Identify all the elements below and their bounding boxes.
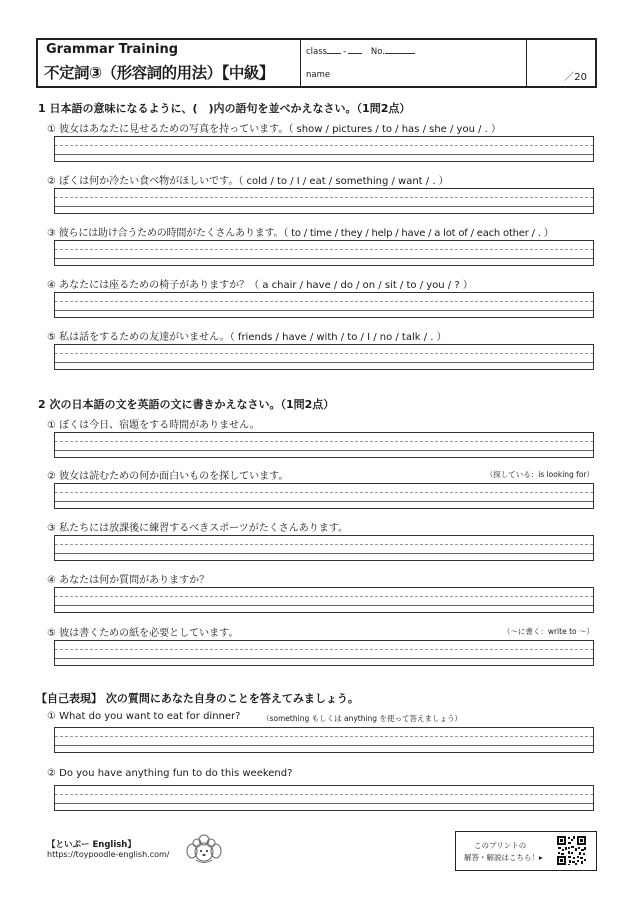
s2-q2-answer-box[interactable]	[54, 483, 594, 509]
s1-q3-text: ③ 彼らには助け合うための時間がたくさんあります。（ to / time / they / help / have / a lot of / each other / . ）	[47, 228, 554, 239]
score-cell	[526, 40, 595, 86]
s1-q1-answer-box[interactable]	[54, 136, 594, 162]
s3-q2-answer-box[interactable]	[54, 785, 594, 811]
s3-q1-text: ① What do you want to eat for dinner?	[47, 711, 241, 722]
class-separator: -	[343, 47, 347, 57]
s1-q5-answer-box[interactable]	[54, 344, 594, 370]
answer-link-line1: このプリントの	[474, 841, 527, 850]
section1-title: 1 日本語の意味になるように、( )内の語句を並べかえなさい。（1問2点）	[38, 102, 411, 115]
s2-q5-text: ⑤ 彼は書くための紙を必要としています。	[47, 628, 239, 639]
number-label: No.	[370, 47, 386, 57]
class-field[interactable]	[306, 47, 415, 57]
s1-q5-text: ⑤ 私は話をするための友達がいません。（ friends / have / with / to / I / no / talk / . ）	[47, 332, 447, 343]
s2-q1-text: ① ぼくは今日、宿題をする時間がありません。	[47, 420, 260, 431]
section2-title: 2 次の日本語の文を英語の文に書きかえなさい。（1問2点）	[38, 398, 335, 411]
footer-url[interactable]: https://toypoodle-english.com/	[47, 850, 170, 859]
s2-q5-answer-box[interactable]	[54, 640, 594, 666]
s2-q1-answer-box[interactable]	[54, 432, 594, 458]
s1-q1-text: ① 彼女はあなたに見せるための写真を持っています。（ show / pictures / to / has / she / you / . ）	[47, 124, 502, 135]
s1-q3-answer-box[interactable]	[54, 240, 594, 266]
s3-q1-hint: （something もしくは anything を使って答えましょう）	[262, 714, 462, 723]
class-label: class	[306, 47, 328, 57]
s2-q3-answer-box[interactable]	[54, 535, 594, 561]
s2-q4-text: ④ あなたは何か質問がありますか？	[47, 575, 210, 586]
name-label: name	[306, 70, 331, 80]
score-total: ／20	[564, 72, 587, 83]
section3-title: 【自己表現】 次の質問にあなた自身のことを答えてみましょう。	[36, 692, 359, 705]
qr-code-icon[interactable]	[556, 835, 587, 866]
s2-q5-hint: （～に書く：write to ～）	[502, 627, 594, 636]
s3-q2-text: ② Do you have anything fun to do this weekend?	[47, 768, 293, 779]
header-box	[36, 38, 597, 88]
s2-q3-text: ③ 私たちには放課後に練習するべきスポーツがたくさんあります。	[47, 523, 348, 534]
poodle-icon	[182, 832, 226, 866]
s2-q2-hint: （探している：is looking for）	[485, 470, 594, 479]
s1-q2-answer-box[interactable]	[54, 188, 594, 214]
answer-link-box[interactable]	[455, 831, 597, 871]
s3-q1-answer-box[interactable]	[54, 727, 594, 753]
title-cell	[38, 40, 301, 86]
s2-q4-answer-box[interactable]	[54, 587, 594, 613]
s2-q2-text: ② 彼女は読むための何か面白いものを探しています。	[47, 471, 289, 482]
s1-q4-answer-box[interactable]	[54, 292, 594, 318]
class-name-cell	[300, 40, 527, 86]
answer-link-line2: 解答・解説はこちら！▸	[464, 853, 543, 862]
footer-brand: 【といぷー English】	[47, 840, 136, 850]
s1-q4-text: ④ あなたには座るための椅子がありますか？（ a chair / have / do / on / sit / to / you / ? ）	[47, 280, 473, 291]
title-japanese: 不定詞③（形容詞的用法）【中級】	[44, 64, 274, 82]
title-english: Grammar Training	[46, 42, 179, 57]
s1-q2-text: ② ぼくは何か冷たい食べ物がほしいです。（ cold / to / I / eat / something / want / . ）	[47, 176, 449, 187]
